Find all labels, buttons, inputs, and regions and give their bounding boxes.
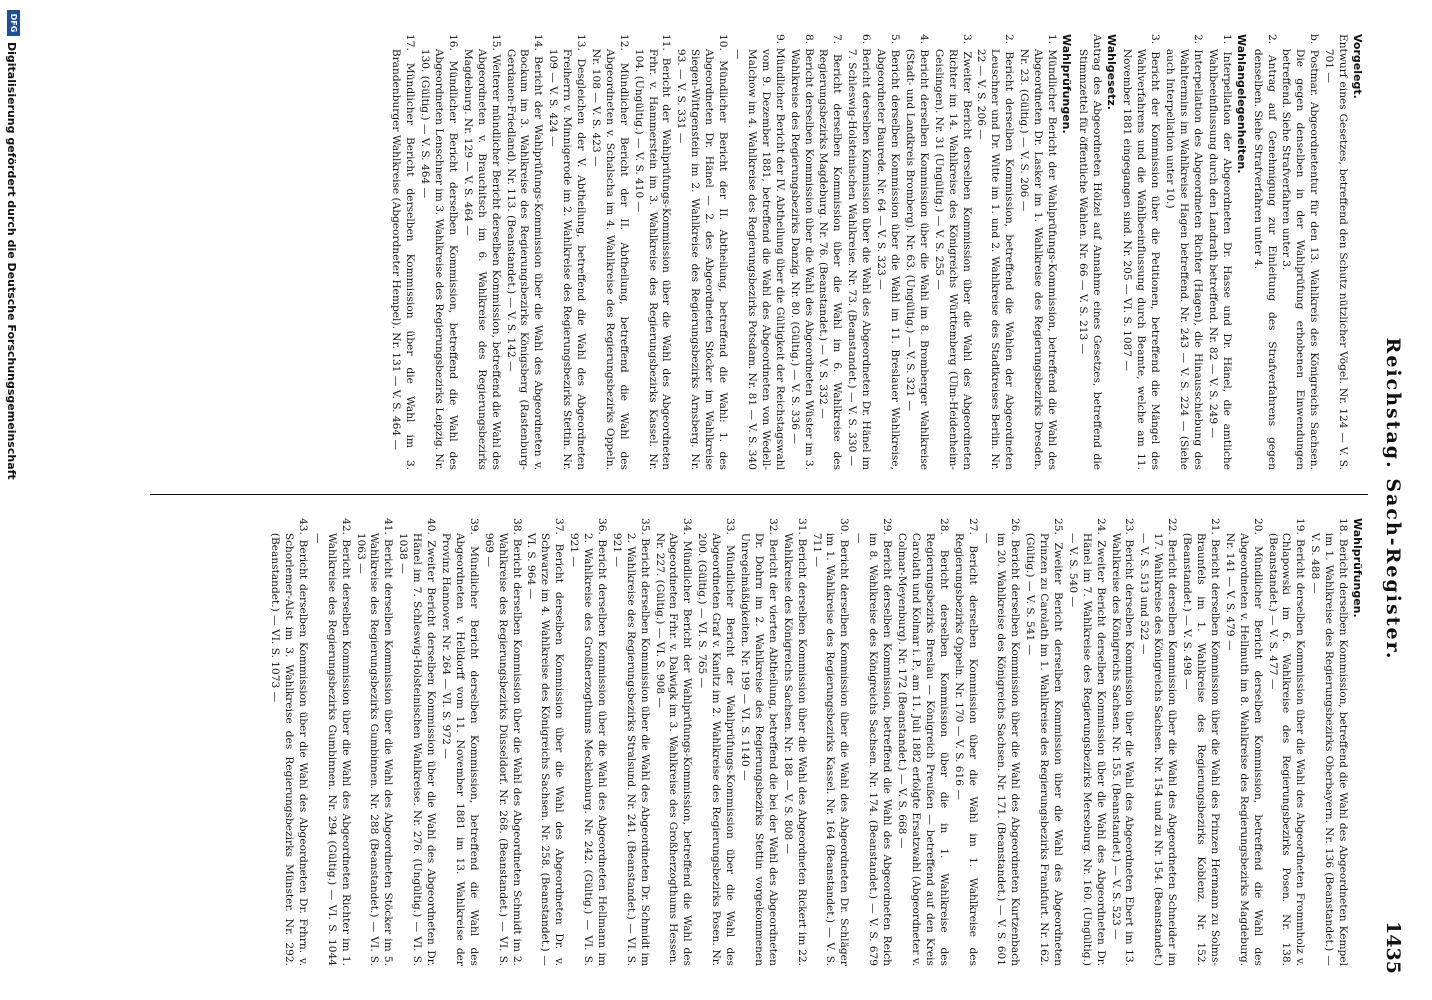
register-entry: 33. Mündlicher Bericht der Wahlprüfungs-Kommission über die Wahl des Abgeordneten Graf v. Kanitz im 2. Wahlkreise des Regierungsbezirks Posen. Nr. 200. (Gültig.) — VI. S. 765 — (696, 518, 737, 966)
register-entry: 10. Mündlicher Bericht der II. Abtheilung, betreffend die Wahl: 1. des Abgeordneten Dr. Hänel — 2. des Abgeordneten Stöcker im Wahlkreise Siegen-Wittgenstein im 2. Wahlkreise des Regierungsbezirks Arnsberg. Nr. 93. — V. S. 331 — (675, 34, 730, 470)
register-entry: 21. Bericht derselben Kommission über die Wahl des Prinzen Hermann zu Solms-Braunfels im 1. Wahlkreise des Regierungsbezirks Koblenz. Nr. 152. (Beanstandet.) — V. S. 498 — (1181, 518, 1221, 966)
register-entry: 2. Bericht derselben Kommission, betreffend die Wahlen der Abgeordneten Leuschner und Dr. Witte im 1. und 2. Wahlkreise des Stadtkreises Berlin. Nr. 22 — V. S. 206 — (975, 34, 1016, 470)
register-entry: 19. Bericht derselben Kommission über die Wahl des Abgeordneten Frommholz v. Chlapowski im 6. Wahlkreise des Regierungsbezirks Posen. Nr. 138. (Beanstandet.) — V. S. 477 — (1266, 518, 1307, 966)
register-entry: 1. Interpellation der Abgeordneten Dr. Hasse und Dr. Hänel, die amtliche Wahlbeeinflussung durch den Landrath betreffend. Nr. 82 — V. S. 249 — (1206, 34, 1233, 470)
register-entry: 3. Bericht der Kommission über die Petitionen, betreffend die Mängel des Wahlverfahrens und die Wahlbeeinflussung durch Beamte, welche am 11. November 1881 eingegangen sind. Nr. 205 — VI. S. 1087 — (1121, 34, 1162, 470)
right-column (80, 518, 1366, 966)
register-entry: 18. Bericht derselben Kommission, betreffend die Wahl des Abgeordneten Kempel im 1. Wahlkreise des Regierungsbezirks Oberbayern. Nr. 136 (Beanstandet.) — V. S. 488 — (1309, 518, 1350, 966)
register-entry: 41. Bericht derselben Kommission über die Wahl des Abgeordneten Stöcker im 5. Wahlkreise des Regierungsbezirks Gumbinnen. Nr. 288 (Beanstandet.) — VI. S. 1063 — (354, 518, 395, 966)
register-entry: 6. Bericht derselben Kommission über die Wahl des Abgeordneten Dr. Hänel im 7. Schleswig-Holsteinischen Wahlkreise. Nr. 73. (Beanstandet.) — V. S. 330 — (846, 34, 873, 470)
register-entry: 12. Mündlicher Bericht der II. Abtheilung, betreffend die Wahl des Abgeordneten v. Schalscha im 4. Wahlkreise des Regierungsbezirks Oppeln. Nr. 108 — V. S. 423 — (589, 34, 630, 470)
register-entry: 1. Mündlicher Bericht der Wahlprüfungs-Kommission, betreffend die Wahl des Abgeordneten Dr. Lasker im 1. Wahlkreise des Regierungsbezirks Dresden. Nr. 23. (Gültig.) — V. S. 206 — (1018, 34, 1058, 470)
register-entry: 35. Bericht derselben Kommission über die Wahl des Abgeordneten Dr. Schmidt im 2. Wahlkreise des Regierungsbezirks Stralsund. Nr. 241. (Beanstandet.) — VI. S. 921 — (610, 518, 651, 966)
page-title: Reichstag. Sach-Register. (1382, 337, 1404, 661)
register-entry: 3. Zweiter Bericht derselben Kommission über die Wahl des Abgeordneten Richter im 14. Wahlkreise des Königreichs Württemberg (Ulm-Heidenheim-Geislingen). Nr. 31 (Ungültig.) — V. S. 255 — (932, 34, 973, 470)
register-entry: 38. Bericht derselben Kommission über die Wahl des Abgeordneten Schmidt im 2. Wahlkreise des Regierungsbezirks Düsseldorf. Nr. 268. (Beanstandet.) — VI. S. 969 — (482, 518, 523, 966)
dfg-logo-icon: DFG (7, 10, 20, 36)
register-entry: 16. Mündlicher Bericht derselben Kommission, betreffend die Wahl des Abgeordneten Lenschner im 3. Wahlkreise des Regierungsbezirks Leipzig. Nr. 130. (Gültig.) — V. S. 464 — (419, 34, 459, 470)
register-entry: 25. Zweiter Bericht derselben Kommission über die Wahl des Abgeordneten Prinzen zu Carolath im 1. Wahlkreise des Regierungsbezirks Frankfurt. Nr. 162. (Gültig.) — V. S. 541 — (1024, 518, 1064, 966)
register-entry: b. Postmar. Abgeordnetentur für den 13. Wahlkreis des Königreichs Sachsen. Die gegen denselben in der Wahlprüfung erhobenen Einwendungen betreffend. Siehe Strafverfahren unter 3. (1280, 34, 1321, 470)
section-heading: Vorgelegt. (1351, 34, 1364, 99)
register-entry: 32. Bericht der vierten Abtheilung, betreffend die bei der Wahl des Abgeordneten Dr. Dohrn im 2. Wahlkreise des Regierungsbezirks Stettin vorgekommenen Unregelmäßigkeiten. Nr. 199 — VI. S. 1140 — (739, 518, 779, 966)
register-entry: 8. Bericht derselben Kommission über die Wahl des Abgeordneten Wüster im 3. Wahlkreise des Regierungsbezirks Danzig. Nr. 80. (Gültig.) — V. S. 336 — (788, 34, 815, 470)
register-entry: 17. Mündlicher Bericht derselben Kommission über die Wahl im 3. Brandenburger Wahlkreise (Abgeordneter Hempel). Nr. 131 — V. S. 464 — (390, 34, 417, 470)
register-entry: 43. Bericht derselben Kommission über die Wahl des Abgeordneten Dr. Frhrn. v. Schorlemer-Alst im 3. Wahlkreise des Regierungsbezirks Münster. Nr. 292. (Beanstandet.) — VI. S. 1073 — (269, 518, 309, 966)
section-heading: Wahlgesetz. (1104, 34, 1118, 110)
register-entry: 40. Zweiter Bericht derselben Kommission über die Wahl des Abgeordneten Dr. Hänel im 7. Schleswig-Holsteinischen Wahlkreise. Nr. 276. (Ungültig.) — VI. S. 1038 — (397, 518, 438, 966)
register-entry: 30. Bericht derselben Kommission über die Wahl des Abgeordneten Dr. Schläger im 1. Wahlkreise des Regierungsbezirks Kassel. Nr. 164 (Beanstandet.) — V. S. 711 — (810, 518, 851, 966)
register-entry: 13. Desgleichen der V. Abtheilung, betreffend die Wahl des Abgeordneten Freiherrn v. Minnigerode im 2. Wahlkreise des Regierungsbezirks Stettin. Nr. 109 — V. S. 424 — (547, 34, 588, 470)
register-entry: Entwurf eines Gesetzes, betreffend den Schutz nützlicher Vögel. Nr. 124 — V. S. 701 — (1323, 34, 1350, 470)
register-entry: 28. Bericht derselben Kommission über die in 1. Wahlkreise des Regierungsbezirks Breslau — Königreich Preußen — betreffend auf den Kreis Carolath und Kolmar i. P., am 11. Juli 1882 erfolgte Ersatzwahl (Abgeordneter v. Colmar-Meyenburg). Nr. 172 (Beanstandet.) — V. S. 668 — (896, 518, 950, 966)
section-heading: Wahlangelegenheiten. (1234, 34, 1248, 174)
register-entry: 15. Weiterer mündlicher Bericht derselben Kommission, betreffend die Wahl des Abgeordneten v. Brauchitsch im 6. Wahlkreise des Regierungsbezirks Magdeburg. Nr. 129 — V. S. 464 — (461, 34, 502, 470)
section-heading: Wahlprüfungen. (1059, 34, 1073, 134)
register-entry: 42. Bericht derselben Kommission über die Wahl des Abgeordneten Richter im 1. Wahlkreise des Regierungsbezirks Gumbinnen. Nr. 294 (Gültig.) — VI. S. 1044 — (311, 518, 352, 966)
register-entry: 37. Bericht derselben Kommission über die Wahl des Abgeordneten Dr. v. Schwarze im 4. Wahlkreise des Königreichs Sachsen. Nr. 258. (Beanstandet.) — VI. S. 964 — (525, 518, 566, 966)
register-entry: Antrag des Abgeordneten Hölzel auf Annahme eines Gesetzes, betreffend die Stimmzettel für öffentliche Wahlen. Nr. 66 — V. S. 213 — (1076, 34, 1103, 470)
section-heading: Wahlprüfungen. (1351, 518, 1364, 618)
page-header (1370, 24, 1410, 974)
register-entry: 20. Mündlicher Bericht derselben Kommission, betreffend die Wahl des Abgeordneten v. Hellmuth im 8. Wahlkreise des Regierungsbezirks Magdeburg. Nr. 141 — V. S. 479 — (1223, 518, 1264, 966)
page-number: 1435 (1382, 921, 1404, 974)
column-divider (150, 494, 1368, 495)
register-entry: 11. Bericht der Wahlprüfungs-Kommission über die Wahl des Abgeordneten Frhr. v. Hammerstein im 3. Wahlkreise des Regierungsbezirks Kassel. Nr. 104. (Ungültig.) — V. S. 410 — (632, 34, 673, 470)
register-entry: 24. Zweiter Bericht derselben Kommission über die Wahl des Abgeordneten Dr. Hänel im 7. Wahlkreise des Regierungsbezirks Merseburg. Nr. 160. (Ungültig.) — V. S. 540 — (1066, 518, 1107, 966)
register-entry: 2. Antrag auf Genehmigung zur Einleitung des Strafverfahrens gegen denselben. Siehe Strafverfahren unter 4. (1251, 34, 1278, 470)
register-entry: 9. Mündlicher Bericht der IV. Abtheilung über die Gültigkeit der Reichstagswahl vom 9. Dezember 1881, betreffend die Wahl des Abgeordneten von Wedell-Malchow im 4. Wahlkreise des Regierungsbezirks Potsdam. Nr. 81 — V. S. 340 — (732, 34, 786, 470)
register-entry: 14. Bericht der Wahlprüfungs-Kommission über die Wahl des Abgeordneten v. Bockum im 3. Wahlkreise des Regierungsbezirks Königsberg (Rastenburg-Gerdauen-Friedland). Nr. 113. (Beanstandet.) — V. S. 142 — (504, 34, 545, 470)
register-entry: 22. Bericht derselben Kommission über die Wahl des Abgeordneten Schneider im 17. Wahlkreise des Königreichs Sachsen. Nr. 154 und zu Nr. 154. (Beanstandet.) — V. S. 513 und 522 — (1138, 518, 1179, 966)
register-entry: 36. Bericht derselben Kommission über die Wahl des Abgeordneten Hellmann im 2. Wahlkreise des Großherzogthums Mecklenburg. Nr. 242. (Gültig.) — VI. S. 921 — (568, 518, 608, 966)
register-entry: 27. Bericht derselben Kommission über die Wahl im 1. Wahlkreise des Regierungsbezirks Oppeln. Nr. 170 — V. S. 616 — (952, 518, 979, 966)
register-entry: 23. Bericht derselben Kommission über die Wahl des Abgeordneten Ebert im 13. Wahlkreise des Königreichs Sachsen. Nr. 155. (Beanstandet.) — V. S. 523 — (1109, 518, 1136, 966)
register-entry: 31. Bericht derselben Kommission über die Wahl des Abgeordneten Rickert im 22. Wahlkreise des Königreichs Sachsen. Nr. 188 — V. S. 808 — (781, 518, 808, 966)
register-entry: 5. Bericht derselben Kommission über die Wahl im 11. Breslauer Wahlkreise, Abgeordneter Baurede. Nr. 64 — V. S. 323 — (875, 34, 901, 470)
register-entry: 29. Bericht derselben Kommission, betreffend die Wahl des Abgeordneten Reich im 8. Wahlkreise des Königreichs Sachsen. Nr. 174. (Beanstandet.) — V. S. 679 — (853, 518, 894, 966)
register-entry: 4. Bericht derselben Kommission über die Wahl im 8. Bromberger Wahlkreise (Stadt- und Landkreis Bromberg). Nr. 63. (Ungültig.) — V. S. 321 — (903, 34, 930, 470)
digitization-footer (2, 10, 18, 990)
funding-note: Digitalisierung gefördert durch die Deutsche Forschungsgemeinschaft (5, 42, 18, 480)
register-entry: 2. Interpellation des Abgeordneten Richter (Hagen), die Hinausschiebung des Wahltermins im Wahlkreise Hagen betreffend. Nr. 243 — V. S. 224 — (Siehe auch Interpellation unter 10.) (1164, 34, 1205, 470)
register-entry: 39. Mündlicher Bericht derselben Kommission, betreffend die Wahl des Abgeordneten v. Helldorff vom 11. November 1881 im 13. Wahlkreise der Provinz Hannover. Nr. 264 — VI. S. 972 — (440, 518, 480, 966)
register-entry: 34. Mündlicher Bericht der Wahlprüfungs-Kommission, betreffend die Wahl des Abgeordneten Frhr. v. Dalwigk im 3. Wahlkreise des Großherzogthums Hessen. Nr. 227. (Gültig.) — VI. S. 908 — (653, 518, 694, 966)
register-entry: 26. Bericht derselben Kommission über die Wahl des Abgeordneten Kurtzenbach im 20. Wahlkreise des Königreichs Sachsen. Nr. 171. (Beanstandet.) — V. S. 601 — (981, 518, 1022, 966)
left-column (80, 34, 1366, 470)
register-entry: 7. Bericht derselben Kommission über die Wahl im 6. Wahlkreise des Regierungsbezirks Magdeburg. Nr. 76. (Beanstandet.) — V. S. 332 — (817, 34, 844, 470)
